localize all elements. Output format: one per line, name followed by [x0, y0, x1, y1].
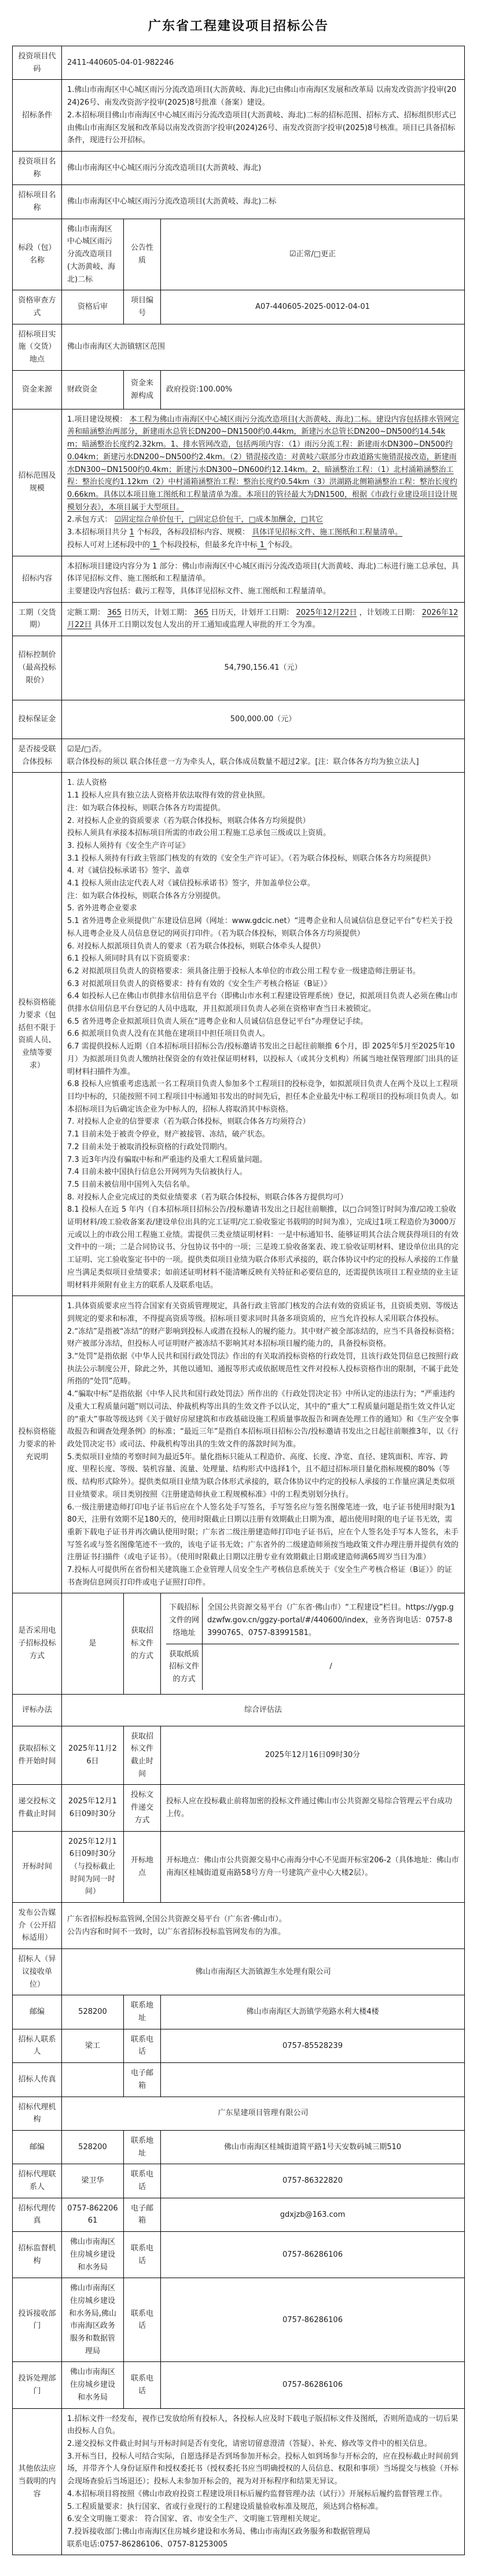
row-other-content: [13, 2408, 465, 2555]
text-segment: 个标段投标，但最多允许中标: [159, 540, 258, 549]
text-line: 1.具体资质要求应当符合国家有关资质管理规定，具备行政主管部门核发的合法有效的资质证书，且资质类别、等级达到规定的要求和标准，不得提高资质等级。招标项目要求同时具备多项资质的，应当允许投标人采用联合体投标。: [67, 1302, 458, 1323]
row-bid-opening: [13, 1831, 465, 1903]
field-label: 招标范围及规模: [13, 409, 62, 556]
field-label: 招标代理联系人: [13, 2164, 62, 2198]
text-segment: 日历天，计划工期：: [121, 608, 195, 617]
bid-opening-time-value: 2025年12月16日09时30分（与投标截止时间为同一时间）: [62, 1831, 124, 1903]
field-label: 开标地点: [124, 1831, 161, 1903]
row-investment-name: [13, 151, 465, 184]
announcement-table: [12, 46, 465, 2555]
tenderer-value: 佛山市南海区大沥镇源生水处理有限公司: [62, 1949, 465, 1995]
text-line: 6.2 对拟派项目负责人的资格要求：须具备注册于投标人本单位的市政公用工程专业一级建造师注册证书。: [67, 966, 420, 976]
filled-blank-text: 本工程为佛山市南海区中心城区雨污分流改造项目(大沥黄岐、海北)二标。建设内容包括排水管网完善和暗涵整治两部分，新建雨水总管长DN200~DN1500约0.44km，新建污水总管长DN200~DN500约14.54km；暗涵整治长度约2.32km。1、排水管网改造，包括两项内容：（1）雨污分流工程：新建雨水DN300~DN500约0.04km；新建污水DN200~DN500约2.4km。（2）错混接改造：对黄岐六联部分市政道路实施错混接改造，新建雨水DN300~DN1500约0.4km；新建污水DN300~DN600约12.14km。2、暗涵整治工程：（1）北村涌箱涵整治工程：整治长度约1.12km（2）中村涌箱涵整治工程：整治长度约0.54km（3）洪湖路北侧箱涵整治工程：整治长度约0.66km。具体以本项目施工图纸和工程量清单为准。本项目的管径最大为DN1500，根据《市政行业建设项目设计规模划分表》，本项目属于大型项目。: [67, 415, 459, 512]
text-segment: 个标段。: [267, 540, 298, 549]
scope-value: [62, 409, 465, 556]
text-line: 5.类似项目业绩的考察时间为最近5年。量化指标只能从工程造价、高度、长度、净宽、直径、建筑面积、库容、跨度、里程长度、等级、装机容量、流量、处理量、结构形式中选择1个，且不超过招标项目量化指标规模的80%（等级、结构形式除外）。提供类似项目业绩为联合体形式承接的，联合体协议中约定的投标人承接的工作量应满足类似项目业绩要求。项目类别按照《注册建造师执业工程规模标准》中的工程类别划分执行。: [67, 1452, 455, 1499]
text-line: 6.8 投标人应慎重考虑选派一名工程项目负责人参加多个工程项目的投标竞争，如拟派项目负责人在两个及以上工程项目均中标的，只能按照不同工程项目中标通知书发出的时间先后，担任本企业最先中标工程项目的投标项目负责人。如本招标项目为后确定该企业为中标人的，招标人将取消其中标资格。: [67, 1080, 459, 1114]
text-line: 7.1 目前未处于被责令停业，财产被接管、冻结，破产状态。: [67, 1130, 270, 1139]
qualification-supplement-value: [62, 1296, 465, 1593]
row-qualification-supplement: [13, 1296, 465, 1593]
text-line: 5.工程质量要求：执行国家、省或行业现行的工程建设质量验收标准及规范，须达到合格标准。: [67, 2502, 383, 2511]
text-segment: 具体开工日期以发包人发出的开工通知或监理人审批的开工令为准。: [91, 621, 320, 630]
field-label: 电子邮箱: [124, 2063, 161, 2097]
field-label: 公告性质: [124, 219, 161, 290]
filled-blank-text: 2026年12月22日: [67, 608, 458, 630]
text-line: 1.1 投标人应具有独立法人资格并依法取得有效的营业执照。: [67, 791, 270, 800]
text-line: 联合体投标的须以 联合体任意一方为牵头人，联合体成员数量不超过2家。[注：联合体各方均为独立法人]: [67, 757, 419, 766]
row-bid-deposit: [13, 700, 465, 739]
tender-conditions-value: [62, 80, 465, 152]
row-consortium: [13, 739, 465, 773]
agency-postcode-value: 528200: [62, 2130, 124, 2164]
field-label: 投资项目名称: [13, 151, 62, 184]
text-line: 4. 对《诚信投标承诺书》签字、盖章: [67, 866, 190, 876]
row-funds: [13, 370, 465, 409]
row-agency-contact: [13, 2164, 465, 2198]
field-label: 联系电话: [124, 2164, 161, 2198]
text-line: ☑是/□否。: [67, 745, 107, 754]
row-submission-deadline: [13, 1785, 465, 1831]
field-label: 下载招标文件的网络地址: [168, 1603, 199, 1637]
row-agency-fax: [13, 2198, 465, 2231]
row-tender-conditions: [13, 80, 465, 152]
investment-code-value: 2411-440605-04-01-982246: [62, 46, 465, 80]
field-label: 招标代理传真: [13, 2198, 62, 2231]
row-complaint-handling: [13, 2362, 465, 2408]
text-segment: 2.承包方式：: [67, 515, 115, 525]
field-label: 联系地址: [124, 2130, 161, 2164]
row-qualification-requirements: [13, 773, 465, 1296]
text-line: 公告内容和时间不一致时，以广东省招标投标监管网发布的为准。: [67, 1927, 286, 1936]
duration-value: [62, 602, 465, 636]
row-tenderer-contact: [13, 2029, 465, 2062]
row-electronic-bidding: [13, 1593, 465, 1694]
page-title: 广东省工程建设项目招标公告: [148, 19, 329, 34]
submission-deadline-value: 2025年12月16日09时30分: [62, 1785, 124, 1831]
tender-name-value: 佛山市南海区中心城区雨污分流改造项目(大沥黄岐、海北)二标: [62, 185, 465, 219]
other-content-value: [62, 2408, 465, 2555]
field-label: 招标监督机构: [13, 2232, 62, 2278]
text-line: 投标人须具有承接本招标项目所需的市政公用工程施工总承包三级或以上资质。: [67, 829, 331, 838]
field-label: 投诉处理部门: [13, 2362, 62, 2408]
tender-content-value: [62, 556, 465, 602]
agency-contact-value: 梁卫华: [62, 2164, 124, 2198]
field-label: 招标人联系人: [13, 2029, 62, 2062]
field-label: 招标人（异议接收单位）: [13, 1949, 62, 1995]
field-label: 招标代理机构: [13, 2097, 62, 2130]
agency-email-value: gdxjzb@163.com: [161, 2198, 465, 2231]
text-line: 8.1 投标人在近 5 年内（自本招标项目招标公告/投标邀请书发出之日起往前顺推，以□合同签订时间为准/☑竣工验收证明材料/竣工验收备案表/建设单位出具的完工证明/完工验收鉴定书载明的时间为准），完成过1项工程造价为3000万元或以上的市政公用工程施工业绩。需提供三类业绩证明材料：一是中标通知书、能够证明其合法合规获得项目的有效文件中的一项；二是合同协议书、分包协议书中的一项；三是竣工验收备案表、竣工验收证明材料、建设单位出具的完工证明、完工验收鉴定书中的一项。提供类似项目业绩为联合体形式承接的，联合体协议中约定的投标人承接的工作量应当满足类似项目业绩要求；如前述证明材料不能清晰反映有关特征和必要信息的，还需提供该项目工程业绩的业主证明材料并须附有业主方的联系人及联系电话。: [67, 1205, 459, 1290]
text-line: 6.5 省外进粤企业拟派项目负责人须在“进粤企业和人员诚信信息登记平台”办理登记手续。: [67, 1017, 368, 1026]
text-line: 6.一级注册建造师打印电子证书后应在个人签名处手写签名，手写签名应与签名图像笔迹一致，电子证书使用时限为180天，注册有效期不足180天的，使用时限截止日期以注册有效期截止日期为准，超出使用时限的电子证书无效，需重新下载电子证书并再次确认使用时限；广东省二级注册建造师打印电子证书后，应在个人签名处手写本人签名，未手写签名或与签名图像笔迹不一致的，该电子证书无效；广东省外的二级建造师须按当地政策文件办理注册并提供有效的注册证书扫描件（或电子证书）。（使用时限截止日期以注册专业有效期截止日期或建造师满65周岁当日为准）: [67, 1503, 459, 1562]
tenderer-email-value: [161, 2063, 465, 2097]
text-segment: ，计划竣工日期：: [357, 608, 422, 617]
qualification-requirements-value: [62, 773, 465, 1296]
scope-paragraph: [67, 539, 459, 552]
text-line: 7.投诉接收部门:佛山市南海区住房城乡建设和水务局、佛山市南海区政务服务和数据管理局: [67, 2527, 370, 2536]
section-name-value: 佛山市南海区中心城区雨污分流改造项目(大沥黄岐、海北)二标: [62, 219, 124, 290]
text-line: 3.开标当日，投标人可结合实际，自愿选择是否到场参加开标会。投标人如到场参与开标会的，应在投标截止时间前到场，并带齐个人身份证原件和授权委托书（授权委托书应当明确授权的人员信息、权限和事项）当场提交与核验（开标会现场查验后当场退还）；投标人未参加开标会的，视为对开标程序和结果无异议。: [67, 2452, 459, 2486]
text-segment: 3.本招标项目共分: [67, 528, 130, 537]
text-line: 7.5 目前未被信用中国列入失信名单。: [67, 1180, 195, 1189]
row-supervision: [13, 2232, 465, 2278]
text-segment: 个标段，各标段招标内容、规模：: [134, 528, 252, 537]
location-value: 佛山市南海区大沥镇辖区范围: [62, 324, 465, 370]
field-label: 联系电话: [124, 2232, 161, 2278]
text-line: 6.6 拟派项目负责人没有在其他在建项目中担任项目负责人。: [67, 1029, 270, 1039]
complaint-receiving-phone-value: 0757-86286106: [161, 2278, 465, 2362]
text-line: 7. 对投标人企业的信誉要求（若为联合体投标，则联合体各方均须符合）: [67, 1117, 310, 1127]
agency-phone-value: 0757-86322820: [161, 2164, 465, 2198]
text-line: 广东省招标投标监管网,全国公共资源交易平台（广东省·佛山市）。: [67, 1914, 287, 1924]
document-end-time-value: 2025年12月16日09时30分: [161, 1726, 465, 1785]
tenderer-postcode-value: 528200: [62, 1995, 124, 2029]
control-price-value: 54,790,156.41（元）: [62, 636, 465, 700]
row-tender-content: [13, 556, 465, 602]
project-number-value: A07-440605-2025-0012-04-01: [161, 290, 465, 324]
agency-value: 广东星建项目管理有限公司: [62, 2097, 465, 2130]
notice-nature-value: ☑正常/□更正: [161, 219, 465, 290]
field-label: 招标条件: [13, 80, 62, 152]
text-line: 1.佛山市南海区中心城区雨污分流改造项目(大沥黄岐、海北)已由佛山市南海区发展和改革局 以南发改资沥字投审(2024)26号、南发改资沥字投审(2025)8号批准（备案）建设。: [67, 86, 457, 108]
scope-paragraph: [67, 526, 459, 539]
filled-blank-text: 1: [150, 540, 160, 549]
text-line: 本招标项目建设内容分为 1 部分：佛山市南海区中心城区雨污分流改造项目(大沥黄岐、海北)二标进行施工总承包，具体详见招标文件、施工图纸和工程量清单。: [67, 562, 459, 584]
text-line: 3.“处罚”是指依据《中华人民共和国行政处罚法》作出的有关取消投标资格的行政处罚，且该行政处罚信息已按照行政执法公示制度公开，除此之外，其他以通知、通报等形式或依据规范性文件对投标人投标资格作出的限制，不属于此处所指的“处罚”范畴。: [67, 1352, 459, 1386]
field-label: 获取招标文件的方式: [124, 1593, 161, 1694]
field-label: 是否采用电子招标投标方式: [13, 1593, 62, 1694]
field-label: 投诉接收部门: [13, 2278, 62, 2362]
text-line: 7.投标人可提供所在省份相关建筑施工企业管理人员安全生产考核信息系统关于《安全生产考核合格证（B证）》的证书查询信息网页打印件或电子证照打印件。: [67, 1566, 452, 1587]
complaint-receiving-value: 佛山市南海区住房城乡建设和水务局,佛山市南海区政务服务和数据管理局: [62, 2278, 124, 2362]
row-section-name: [13, 219, 465, 290]
row-tenderer-fax: [13, 2063, 465, 2097]
text-line: 1.招标文件一经发布，视作已发放给所有投标人，各投标人应及时下载电子版招标文件及图纸，否则所造成的一切后果由投标人自负。: [67, 2414, 458, 2436]
row-control-price: [13, 636, 465, 700]
tenderer-contact-value: 梁工: [62, 2029, 124, 2062]
text-line: 注：如为联合体投标，则联合体各方均需提供。: [67, 803, 226, 813]
text-line: 2. 对投标人企业的资质要求（若为联合体投标，则联合体各方均须提供）: [67, 816, 310, 825]
row-complaint-receiving: [13, 2278, 465, 2362]
electronic-bidding-value: 是: [62, 1593, 124, 1694]
field-label: 其他依法应当载明的内容: [13, 2408, 62, 2555]
tenderer-phone-value: 0757-85528239: [161, 2029, 465, 2062]
text-line: 主要建设内容包括：截污工程等，具体详见招标文件、施工图纸和工程量清单。: [67, 586, 331, 596]
qualification-method-value: 资格后审: [62, 290, 124, 324]
field-label: 电子邮箱: [124, 2198, 161, 2231]
complaint-handling-phone-value: 0757-86286106: [161, 2362, 465, 2408]
text-line: 6. 对投标人拟派项目负责人的要求（若为联合体投标，则联合体牵头人提供）: [67, 942, 325, 951]
filled-blank-text: 具体详见招标文件、施工图纸和工程量清单。: [252, 528, 403, 537]
text-line: 7.2 目前未处于被取消投标资格的行政处罚期内。: [67, 1142, 232, 1152]
field-label: 投标资格能力要求的补充说明: [13, 1296, 62, 1593]
field-label: 投资项目代码: [13, 46, 62, 80]
text-line: 6.安全文明施工要求： 符合国家、省、市安全生产、文明施工管理相关规定。: [67, 2515, 325, 2524]
field-label: 开标时间: [13, 1831, 62, 1903]
funds-source-value: 财政资金: [62, 370, 124, 409]
field-label: 发布公告媒介（公开招标适用）: [13, 1903, 62, 1949]
scope-paragraph: [67, 414, 459, 514]
text-line: 6.7 需提供投标人近期（自本招标项目招标公告/投标邀请书发出之日起往前顺推 6个月，即 2025年5月至2025年10月）为拟派项目负责人缴纳社保资金的有效社保证明材料，以投标人（或其分支机构）所属当地社保管理部门出具的证明材料扫描件为准。: [67, 1042, 459, 1076]
text-line: 2.“冻结”是指被“冻结”的财产影响到投标人或潜在投标人的履约能力。其中财产被全部冻结的，应当不具备投标资格；财产被部分冻结，但投标人可证明财产被冻结不影响其对本招标项目履约能力的，具备投标资格。: [67, 1327, 459, 1349]
text-line: 5. 省外进粤企业要求: [67, 904, 137, 913]
investment-name-value: 佛山市南海区中心城区雨污分流改造项目(大沥黄岐、海北): [62, 151, 465, 184]
bid-opening-place-value: 开标地点：佛山市公共资源交易中心南海分中心不见面开标室206-2（具体地址：佛山市南海区桂城街道夏南路58号方舟一号建筑产业中心大楼2层）。: [161, 1831, 465, 1903]
text-segment: 投标人可对上述标段中的: [67, 540, 151, 549]
filled-blank-text: 1: [257, 540, 267, 549]
field-label: 联系电话: [124, 2278, 161, 2362]
text-line: 8. 对投标人企业完成过的类似业绩要求（若为联合体投标，则联合体各方提供均可）: [67, 1193, 348, 1202]
field-label: 获取招标文件开始时间: [13, 1726, 62, 1785]
field-label: 项目编号: [124, 290, 161, 324]
field-label: 资金来源构成: [124, 370, 161, 409]
download-url-value: 全国公共资源交易平台（广东省·佛山市）“工程建设”栏目。https://ygp.gdzwfw.gov.cn/ggzy-portal/#/440600/index，业务咨询电话：0757-83990765、0757-83991581。: [202, 1597, 459, 1643]
row-agency-postcode: [13, 2130, 465, 2164]
field-label: 招标人传真: [13, 2063, 62, 2097]
text-line: 3.1 投标人须持有行政主管部门核发的有效的《安全生产许可证》。（若为联合体投标，则联合体各方均须提供）: [67, 854, 435, 863]
text-line: 7.4 目前未被中国执行信息公开网列为失信被执行人。: [67, 1168, 247, 1177]
funds-composition-value: 政府投资:100.00%: [161, 370, 465, 409]
text-line: 6.3 对拟派项目负责人的资格要求：持有有效的《安全生产考核合格证（B证）》: [67, 979, 332, 988]
text-segment: 日历天，计划开工日期：: [208, 608, 296, 617]
row-document-time: [13, 1726, 465, 1785]
field-label: 邮编: [13, 2130, 62, 2164]
field-label: 标段（包）名称: [13, 219, 62, 290]
agency-fax-value: 0757-86220661: [62, 2198, 124, 2231]
field-label: 是否接受联合体投标: [13, 739, 62, 773]
row-evaluation-method: [13, 1694, 465, 1726]
row-tenderer-postcode: [13, 1995, 465, 2029]
filled-blank-text: 2025年12月22日: [296, 608, 357, 617]
supervision-phone-value: 0757-86286106: [161, 2232, 465, 2278]
row-scope: [13, 409, 465, 556]
row-duration: [13, 602, 465, 636]
text-line: 注：如为联合体投标，则联合体各方分别提供。: [67, 891, 226, 901]
field-label: 联系地址: [124, 1995, 161, 2029]
row-tenderer: [13, 1949, 465, 1995]
text-line: 1. 法人资格: [67, 778, 107, 788]
field-label: 招标项目实施（交货）地点: [13, 324, 62, 370]
announcement-media-value: [62, 1903, 465, 1949]
row-qualification-method: [13, 290, 465, 324]
row-location: [13, 324, 465, 370]
field-label: 招标项目名称: [13, 185, 62, 219]
field-label: 联系电话: [124, 2029, 161, 2062]
filled-blank-text: ☑固定综合单价包干，□固定总价包干，□成本加酬金，□其它: [114, 515, 324, 525]
field-label: 评标办法: [13, 1694, 62, 1726]
field-label: 工期（交货期）: [13, 602, 62, 636]
text-segment: 定额工期：: [67, 608, 108, 617]
field-label: 资金来源: [13, 370, 62, 409]
consortium-value: [62, 739, 465, 773]
document-acquisition-grid: [166, 1597, 459, 1689]
text-line: 4.1 投标人须由法定代表人对《诚信投标承诺书》签字，并加盖单位公章。: [67, 879, 315, 888]
scope-paragraph: [67, 514, 459, 526]
row-investment-code: [13, 46, 465, 80]
filled-blank-text: 365: [194, 608, 209, 617]
row-announcement-media: [13, 1903, 465, 1949]
field-label: 邮编: [13, 1995, 62, 2029]
field-label: 获取招标文件截止时间: [124, 1726, 161, 1785]
evaluation-method-value: 综合评估法: [62, 1694, 465, 1726]
field-label: 投标文件递交方式: [124, 1785, 161, 1831]
text-line: 4.本招标项目将按照《佛山市政府投资工程建设项目标后履约监督管理办法（试行）》开展标后履约监督管理工作。: [67, 2489, 447, 2499]
row-agency: [13, 2097, 465, 2130]
text-line: 2.递交投标文件截止时间与开标时间是否有变化，请密切留意澄清（答疑）、补充、修改等文件中的相关信息。: [67, 2439, 432, 2448]
field-label: 递交投标文件截止时间: [13, 1785, 62, 1831]
submission-method-value: 投标人应在投标截止前将加密的投标文件通过佛山市公共资源交易综合管理云平台成功上传。: [161, 1785, 465, 1831]
field-label: 投标资格能力要求（包括但不限于资质人员、业绩等要求）: [13, 773, 62, 1296]
field-label: 资格审查方式: [13, 290, 62, 324]
text-line: 4.“骗取中标”是指依据《中华人民共和国行政处罚法》所作出的《行政处罚决定书》中所认定的违法行为；“严重违约及重大工程质量问题”则以司法、仲裁机构等出具的生效文件予以认定，其中的“重大”工程质量问题是指生效文件认定的“重大”事故等级达到《关于做好房屋建筑和市政基础设施工程质量事故报告和调查处理工作的通知》和《生产安全事故报告和调查处理条例》的标准；“最近三年”是指自本招标项目招标公告/投标邀请书发出之日起往前顺推3年，以《行政处罚决定书》或司法、仲裁机构等出具的生效文件的落款时间为准。: [67, 1390, 459, 1449]
text-line: 7.3 近3年内没有骗取中标和严重违约及重大工程质量问题。: [67, 1155, 267, 1164]
field-label: 获取纸质招标文件的方式: [166, 1644, 202, 1690]
field-label: 招标控制价（最高投标限价）: [13, 636, 62, 700]
document-start-time-value: 2025年11月26日: [62, 1726, 124, 1785]
paper-document-value: /: [202, 1644, 459, 1690]
field-label: 招标内容: [13, 556, 62, 602]
complaint-handling-value: 佛山市南海区住房城乡建设和水务局: [62, 2362, 124, 2408]
text-line: 5.1 省外进粤企业须提供广东建设信息网（网址：www.gdcic.net）“进粤企业和人员诚信信息登记平台”专栏关于投标人进粤企业及人员信息登记的网页打印件。（若为联合体投标，则联合体各方均须提供）: [67, 917, 453, 938]
text-line: 联系电话:0757-86286106、0757-81253005: [67, 2540, 228, 2549]
filled-blank-text: 1: [129, 528, 134, 537]
supervision-agency-value: 佛山市南海区住房城乡建设和水务局: [62, 2232, 124, 2278]
agency-address-value: 佛山市南海区桂城街道简平路1号天安数码城三期510: [161, 2130, 465, 2164]
row-tender-name: [13, 185, 465, 219]
tenderer-address-value: 佛山市南海区大沥镇学苑路水利大楼4楼: [161, 1995, 465, 2029]
text-line: 3. 投标人须持有《安全生产许可证》: [67, 841, 190, 850]
field-label: 联系电话: [124, 2362, 161, 2408]
text-line: 2.本招标项目佛山市南海区中心城区雨污分流改造项目(大沥黄岐、海北)二标的招标范围、招标方式、招标组织形式已由佛山市南海区发展和改革局以南发改资沥字投审(2024)26号、南发改资沥字投审(2025)8号核准。项目已具备招标条件，现进行公开招标。: [67, 110, 457, 145]
bid-deposit-value: 500,000.00（元）: [62, 700, 465, 739]
text-line: 6.4 如投标人已在佛山市供排水信用信息平台（即佛山市水利工程建设管理系统）登记，拟派项目负责人必须在佛山市供排水信用信息平台登记的人员中选取，并且拟派项目负责人必须在资格审查当日未被锁定。: [67, 992, 458, 1014]
text-line: 6.1 投标人须同时具有以下资质要求：: [67, 954, 195, 964]
field-label: 投标保证金: [13, 700, 62, 739]
text-segment: 1.项目建设规模：: [67, 415, 130, 424]
document-acquisition-cell: [161, 1593, 465, 1694]
filled-blank-text: 365: [107, 608, 122, 617]
tenderer-fax-value: [62, 2063, 124, 2097]
